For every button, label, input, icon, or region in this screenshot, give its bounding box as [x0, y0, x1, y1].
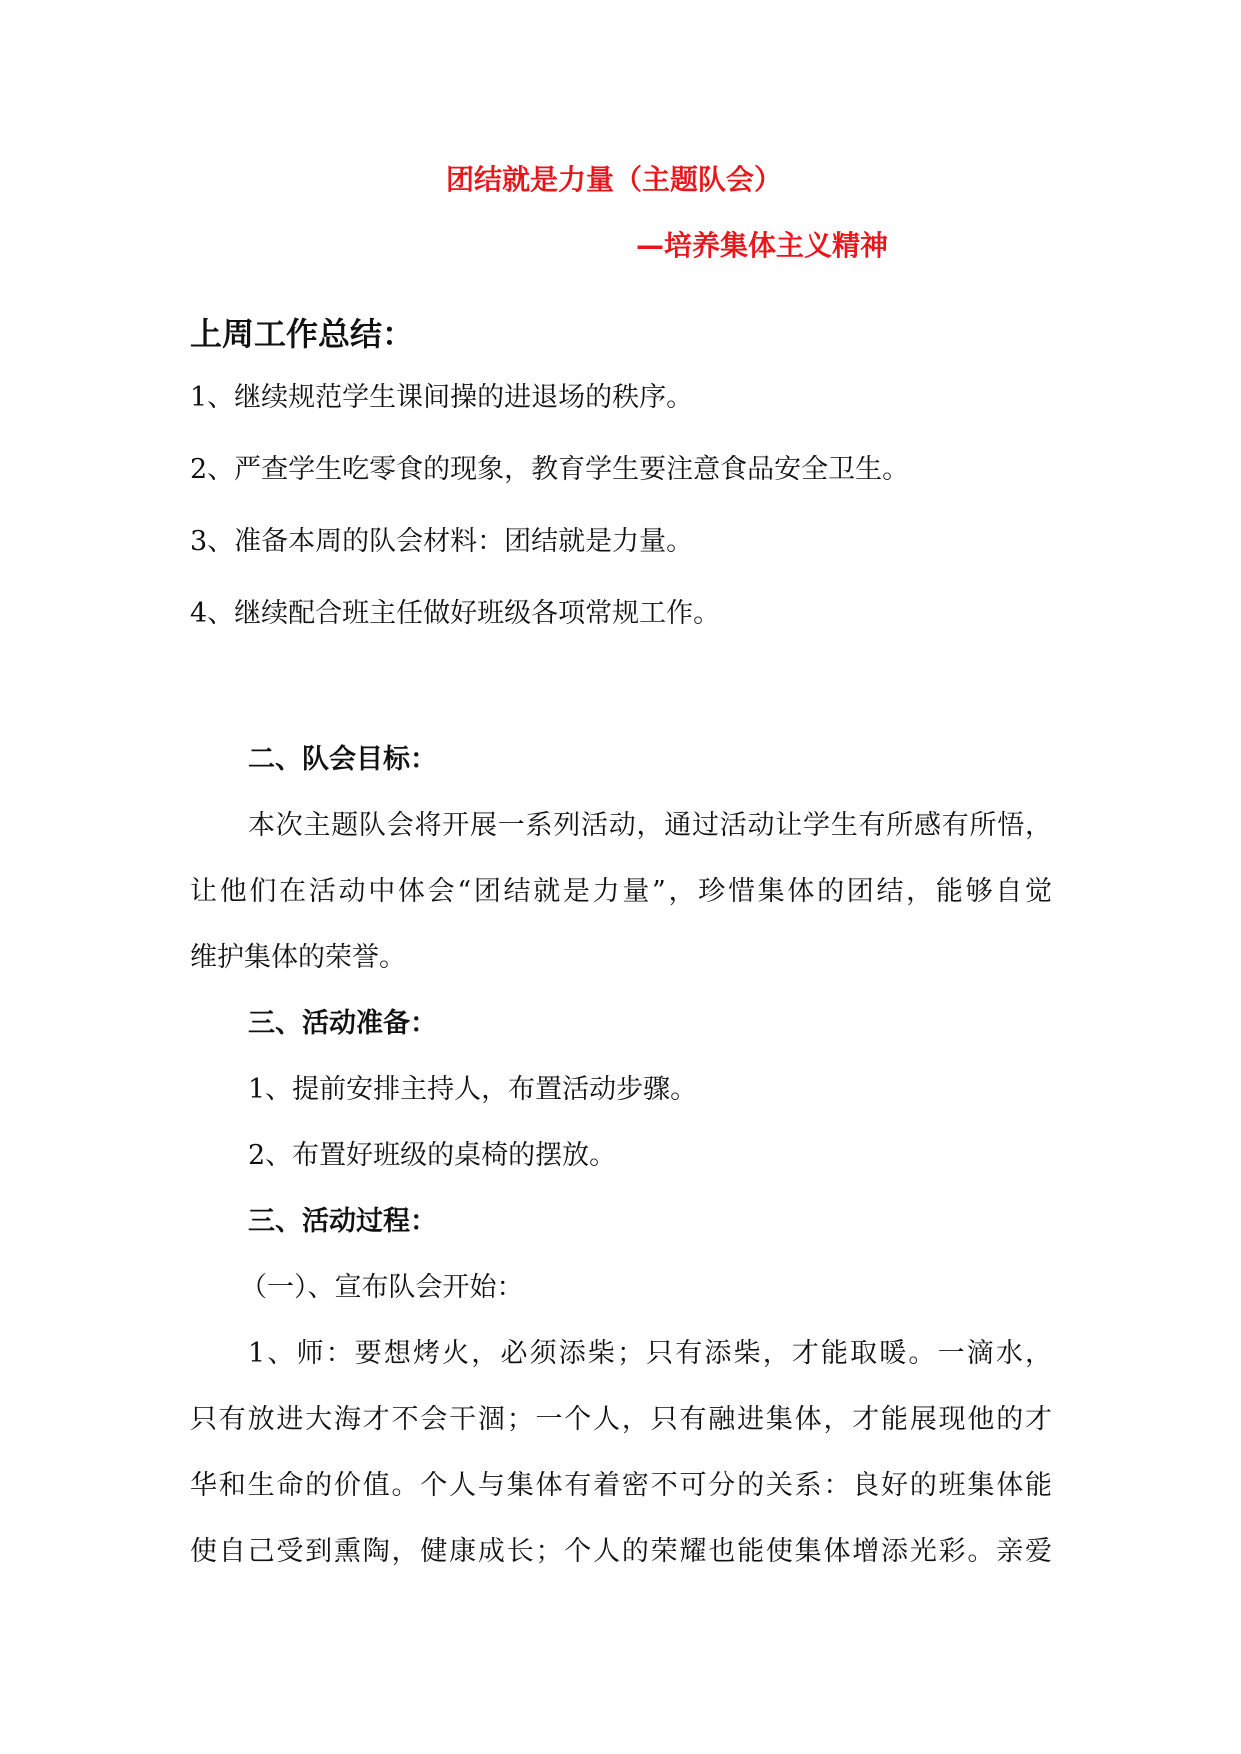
document-title: 团结就是力量（主题队会）: [446, 163, 783, 196]
process-paragraph-line: 华和生命的价值。个人与集体有着密不可分的关系：良好的班集体能: [190, 1470, 1052, 1501]
process-subheading: （一）、宣布队会开始：: [240, 1272, 524, 1303]
process-heading: 三、活动过程：: [248, 1206, 437, 1237]
goal-paragraph-line: 让他们在活动中体会“团结就是力量”，珍惜集体的团结，能够自觉: [190, 876, 1052, 907]
prep-heading: 三、活动准备：: [248, 1008, 437, 1039]
summary-item: 1、继续规范学生课间操的进退场的秩序。: [190, 382, 694, 413]
summary-item: 4、继续配合班主任做好班级各项常规工作。: [190, 598, 721, 629]
document-subtitle: —培养集体主义精神: [636, 229, 889, 262]
process-paragraph-line: 1、师：要想烤火，必须添柴；只有添柴，才能取暖。一滴水，: [248, 1338, 1052, 1369]
summary-item: 2、严查学生吃零食的现象，教育学生要注意食品安全卫生。: [190, 454, 910, 485]
summary-item: 3、准备本周的队会材料：团结就是力量。: [190, 526, 694, 557]
goal-heading: 二、队会目标：: [248, 744, 437, 775]
goal-paragraph-line: 本次主题队会将开展一系列活动，通过活动让学生有所感有所悟，: [248, 810, 1052, 841]
prep-item: 1、提前安排主持人，布置活动步骤。: [248, 1074, 698, 1105]
process-paragraph-line: 使自己受到熏陶，健康成长；个人的荣耀也能使集体增添光彩。亲爱: [190, 1536, 1052, 1567]
prep-item: 2、布置好班级的桌椅的摆放。: [248, 1140, 617, 1171]
goal-paragraph-line: 维护集体的荣誉。: [190, 942, 406, 973]
summary-heading: 上周工作总结：: [190, 315, 415, 353]
process-paragraph-line: 只有放进大海才不会干涸；一个人，只有融进集体，才能展现他的才: [190, 1404, 1052, 1435]
